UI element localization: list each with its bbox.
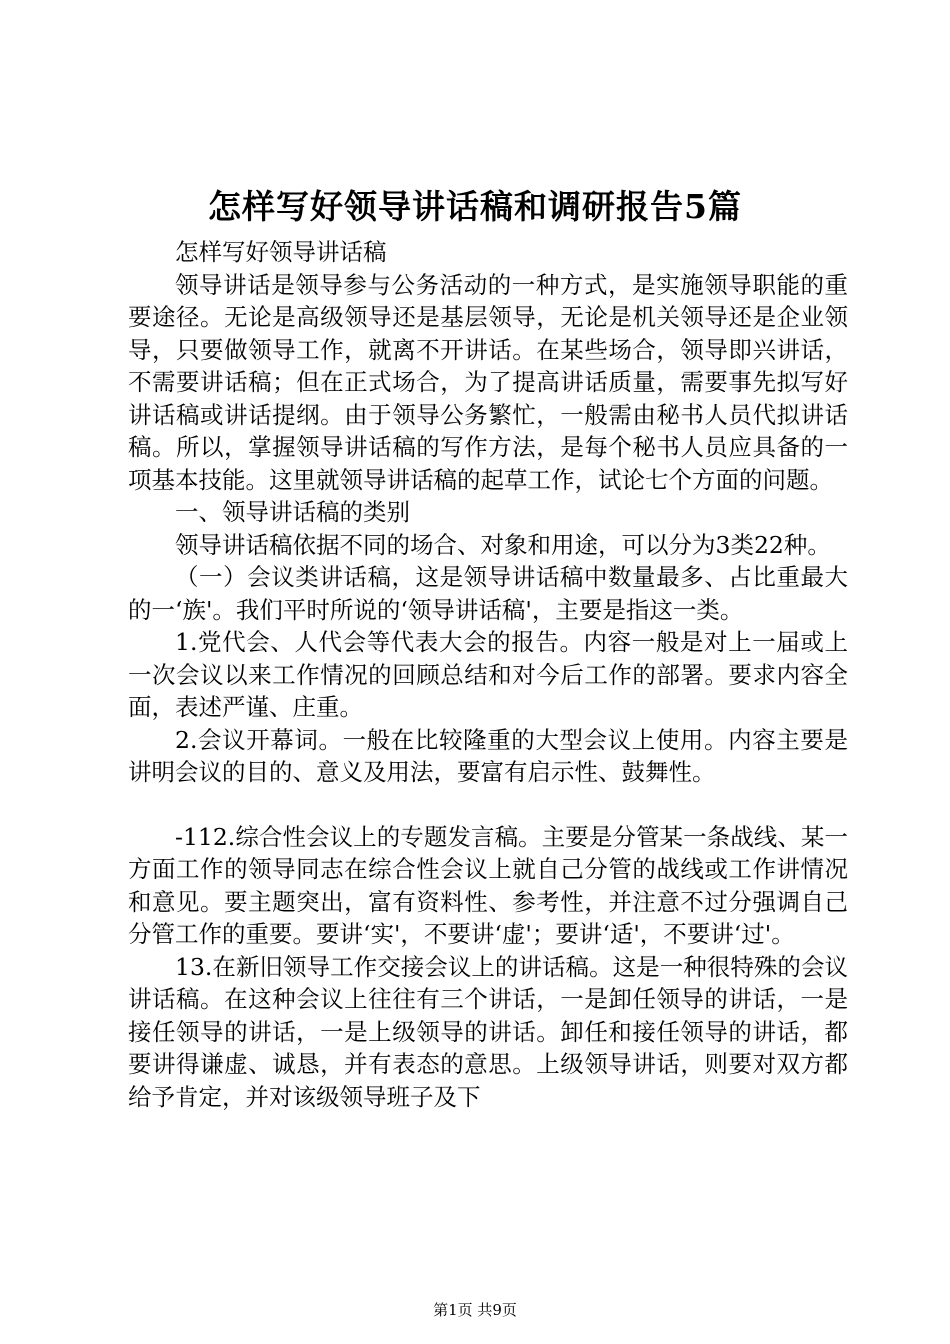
paragraph-item-2: 2.会议开幕词。一般在比较隆重的大型会议上使用。内容主要是讲明会议的目的、意义及用法，要富有启示性、鼓舞性。 (128, 725, 848, 786)
paragraph-classification: 领导讲话稿依据不同的场合、对象和用途，可以分为3类22种。 (175, 530, 831, 559)
paragraph-intro: 领导讲话是领导参与公务活动的一种方式，是实施领导职能的重要途径。无论是高级领导还是基层领导，无论是机关领导还是企业领导，只要做领导工作，就离不开讲话。在某些场合，领导即兴讲话，不需要讲话稿；但在正式场合，为了提高讲话质量，需要事先拟写好讲话稿或讲话提纲。由于领导公务繁忙，一般需由秘书人员代拟讲话稿。所以，掌握领导讲话稿的写作方法，是每个秘书人员应具备的一项基本技能。这里就领导讲话稿的起草工作，试论七个方面的问题。 (128, 270, 848, 494)
document-body (128, 236, 848, 1113)
document-title: 怎样写好领导讲话稿和调研报告5篇 (208, 187, 742, 226)
section-heading-categories: 一、领导讲话稿的类别 (175, 498, 410, 526)
paragraph-item-12: -112.综合性会议上的专题发言稿。主要是分管某一条战线、某一方面工作的领导同志在综合性会议上就自己分管的战线或工作讲情况和意见。要主题突出，富有资料性、参考性，并注意不过分强调自己分管工作的重要。要讲‘实'，不要讲‘虚'；要讲‘适'，不要讲‘过'。 (128, 822, 848, 948)
paragraph-gap (128, 789, 848, 821)
section-heading: 怎样写好领导讲话稿 (175, 238, 387, 266)
paragraph-item-13: 13.在新旧领导工作交接会议上的讲话稿。这是一种很特殊的会议讲话稿。在这种会议上往往有三个讲话，一是卸任领导的讲话，一是接任领导的讲话，一是上级领导的讲话。卸任和接任领导的讲话，都要讲得谦虚、诚恳，并有表态的意思。上级领导讲话，则要对双方都给予肯定，并对该级领导班子及下 (128, 952, 848, 1111)
paragraph-item-1: 1.党代会、人代会等代表大会的报告。内容一般是对上一届或上一次会议以来工作情况的回顾总结和对今后工作的部署。要求内容全面，表述严谨、庄重。 (128, 628, 848, 721)
paragraph-meeting-speeches: （一）会议类讲话稿，这是领导讲话稿中数量最多、占比重最大的一‘族'。我们平时所说的‘领导讲话稿'，主要是指这一类。 (128, 563, 848, 624)
page-footer: 第1页 共9页 (433, 1301, 517, 1319)
